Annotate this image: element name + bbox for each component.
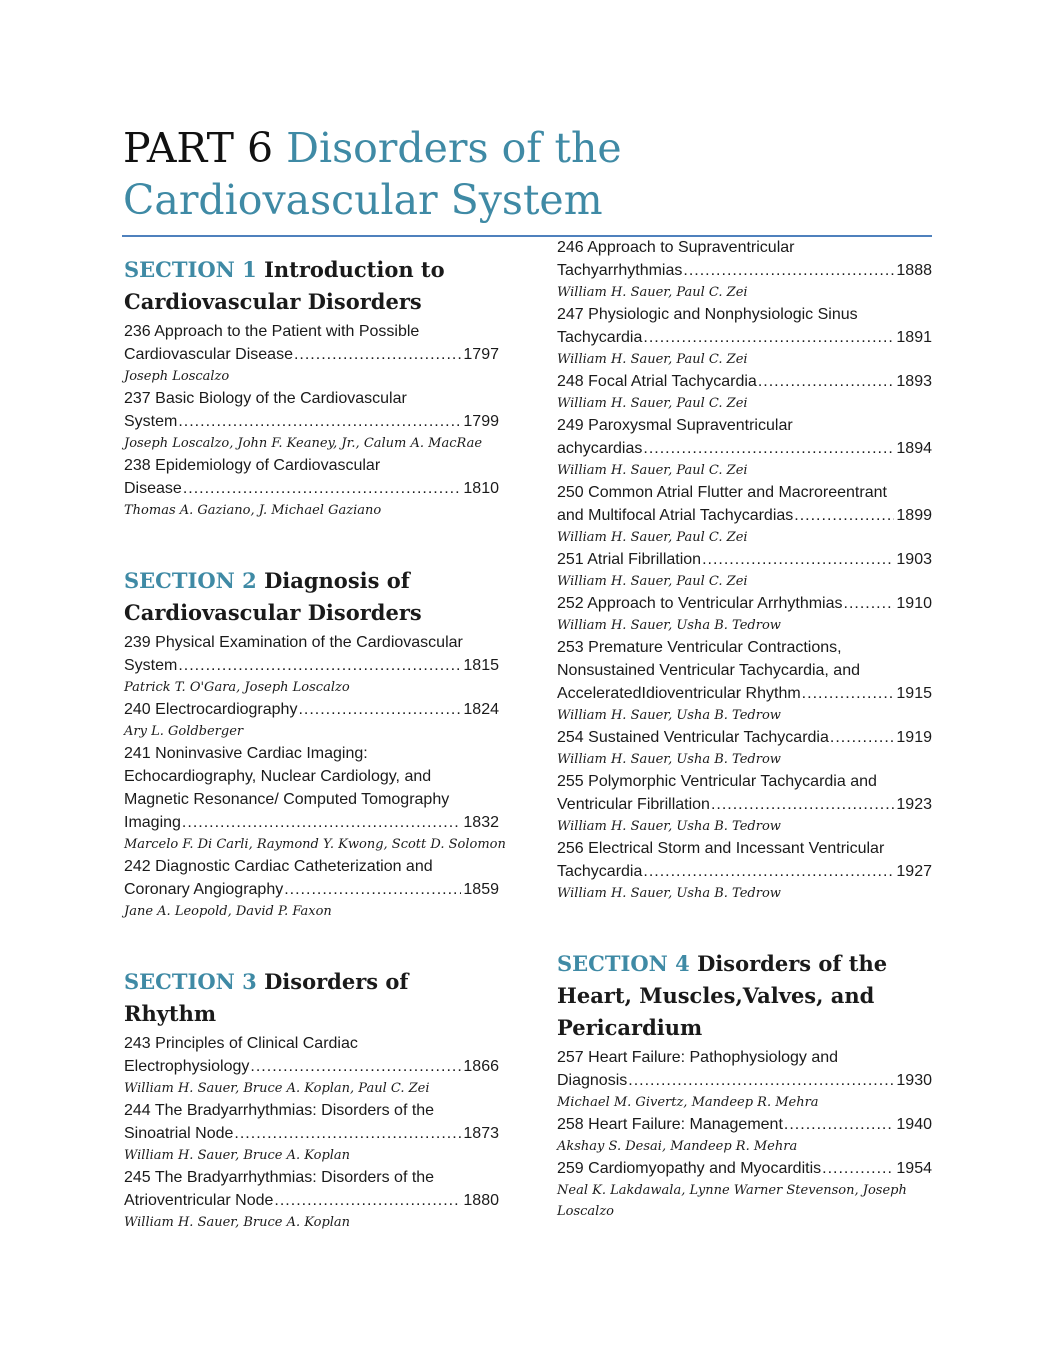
section-gap [557,904,932,948]
entry-leader-line: Imaging ..... 1832 [124,811,499,834]
entry-title: Nonsustained Ventricular Tachycardia, and [557,662,860,679]
left-column [124,236,506,1233]
entry-authors: Michael M. Givertz, Mandeep R. Mehra [557,1095,819,1110]
dot-leader [794,504,894,527]
toc-entry-244[interactable] [124,1099,499,1166]
dot-leader [250,1055,461,1078]
dot-leader [844,592,895,615]
entry-authors: William H. Sauer, Usha B. Tedrow [557,618,781,633]
section-4 [557,948,932,1222]
toc-entry-237[interactable] [124,387,499,454]
entry-leader-line: 252 Approach to Ventricular Arrhythmias ..... 1910 [557,592,932,615]
entry-leader-line: achycardias ..... 1894 [557,437,932,460]
toc-entry-254[interactable] [557,726,932,770]
entry-title: Magnetic Resonance/ Computed Tomography [124,791,450,808]
entry-title: 257 Heart Failure: Pathophysiology and [557,1049,839,1066]
dot-leader [711,793,894,816]
toc-entry-249[interactable] [557,414,932,481]
dot-leader [234,1122,461,1145]
entry-authors: Thomas A. Gaziano, J. Michael Gaziano [124,503,382,518]
toc-entry-238[interactable] [124,454,499,521]
entry-authors: William H. Sauer, Usha B. Tedrow [557,752,781,767]
dot-leader [182,811,461,834]
page-number: 1954 [896,1160,932,1177]
dot-leader [274,1189,461,1212]
page-number: 1903 [896,551,932,568]
section-3 [124,966,499,1233]
entry-title: 253 Premature Ventricular Contractions, [557,639,842,656]
page-number: 1899 [896,507,932,524]
page-number: 1810 [463,480,499,497]
section-2-heading: SECTION 2 Diagnosis of Cardiovascular Disorders [124,568,422,625]
toc-entry-253[interactable] [557,636,932,726]
entry-leader-line: System ..... 1815 [124,654,499,677]
entry-title: 243 Principles of Clinical Cardiac [124,1035,358,1052]
page-number: 1799 [463,413,499,430]
toc-entry-255[interactable] [557,770,932,837]
entry-title: Echocardiography, Nuclear Cardiology, and [124,768,432,785]
entry-authors: William H. Sauer, Usha B. Tedrow [557,708,781,723]
page-number: 1859 [463,881,499,898]
dot-leader [643,437,894,460]
page-number: 1888 [896,262,932,279]
toc-entry-243[interactable] [124,1032,499,1099]
entry-title: 237 Basic Biology of the Cardiovascular [124,390,407,407]
entry-authors: William H. Sauer, Bruce A. Koplan [124,1148,351,1163]
dot-leader [178,654,461,677]
entry-title: 242 Diagnostic Cardiac Catheterization and [124,858,433,875]
entry-leader-line: and Multifocal Atrial Tachycardias ..... 1899 [557,504,932,527]
toc-entry-250[interactable] [557,481,932,548]
dot-leader [683,259,894,282]
entry-authors: William H. Sauer, Usha B. Tedrow [557,886,781,901]
entry-title: 236 Approach to the Patient with Possible [124,323,420,340]
entry-authors: William H. Sauer, Paul C. Zei [557,285,748,300]
entry-title: 249 Paroxysmal Supraventricular [557,417,793,434]
entry-leader-line: Electrophysiology ..... 1866 [124,1055,499,1078]
dot-leader [183,477,462,500]
entry-title: 250 Common Atrial Flutter and Macroreentrant [557,484,887,501]
entry-leader-line: 240 Electrocardiography ..... 1824 [124,698,499,721]
section-label: SECTION 1 [124,257,257,282]
section-gap [124,521,499,565]
dot-leader [643,326,894,349]
page-number: 1815 [463,657,499,674]
dot-leader [643,860,894,883]
page-number: 1927 [896,863,932,880]
entry-authors: Joseph Loscalzo [124,369,230,384]
entry-title: 246 Approach to Supraventricular [557,239,795,256]
entry-leader-line: 258 Heart Failure: Management ..... 1940 [557,1113,932,1136]
toc-entry-246[interactable] [557,236,932,303]
page-number: 1797 [463,346,499,363]
page-number: 1910 [896,595,932,612]
entry-authors: Loscalzo [557,1204,614,1219]
entry-title: 241 Noninvasive Cardiac Imaging: [124,745,368,762]
toc-entry-241[interactable] [124,742,506,855]
page-number: 1919 [896,729,932,746]
toc-entry-259[interactable] [557,1157,932,1222]
entry-authors: William H. Sauer, Usha B. Tedrow [557,819,781,834]
entry-leader-line: System ..... 1799 [124,410,499,433]
entry-leader-line: Coronary Angiography ..... 1859 [124,878,499,901]
page-number: 1915 [896,685,932,702]
entry-authors: Patrick T. O'Gara, Joseph Loscalzo [124,680,350,695]
entry-authors: William H. Sauer, Bruce A. Koplan, Paul C. Zei [124,1081,430,1096]
toc-entry-245[interactable] [124,1166,499,1233]
entry-authors: William H. Sauer, Paul C. Zei [557,396,748,411]
entry-authors: Marcelo F. Di Carli, Raymond Y. Kwong, Scott D. Solomon [124,837,506,852]
entry-leader-line: Tachyarrhythmias ..... 1888 [557,259,932,282]
toc-entry-236[interactable] [124,320,499,387]
section-3-continued [557,236,932,904]
entry-title: 245 The Bradyarrhythmias: Disorders of the [124,1169,435,1186]
section-label: SECTION 3 [124,969,257,994]
toc-entry-251[interactable] [557,548,932,592]
entry-title: 244 The Bradyarrhythmias: Disorders of the [124,1102,435,1119]
page-title [123,122,943,226]
page-number: 1893 [896,373,932,390]
page-number: 1880 [463,1192,499,1209]
entry-leader-line: Diagnosis ..... 1930 [557,1069,932,1092]
toc-entry-242[interactable] [124,855,499,922]
entry-leader-line: Ventricular Fibrillation ..... 1923 [557,793,932,816]
section-1-heading: SECTION 1 Introduction to Cardiovascular Disorders [124,257,445,314]
dot-leader [178,410,461,433]
page-number: 1873 [463,1125,499,1142]
entry-title: 238 Epidemiology of Cardiovascular [124,457,381,474]
dot-leader [822,1157,894,1180]
entry-leader-line: AcceleratedIdioventricular Rhythm ..... 1915 [557,682,932,705]
toc-entry-257[interactable] [557,1046,932,1113]
dot-leader [284,878,461,901]
entry-leader-line: Sinoatrial Node ..... 1873 [124,1122,499,1145]
section-gap [124,922,499,966]
page-number: 1866 [463,1058,499,1075]
toc-entry-247[interactable] [557,303,932,370]
page-number: 1923 [896,796,932,813]
entry-authors: William H. Sauer, Paul C. Zei [557,530,748,545]
entry-authors: Ary L. Goldberger [124,724,244,739]
part-topic: Disorders of the Cardiovascular System [123,124,622,224]
dot-leader [830,726,895,749]
entry-leader-line: Atrioventricular Node ..... 1880 [124,1189,499,1212]
dot-leader [294,343,461,366]
entry-title: 239 Physical Examination of the Cardiovascular [124,634,463,651]
entry-title: 247 Physiologic and Nonphysiologic Sinus [557,306,858,323]
entry-leader-line: 248 Focal Atrial Tachycardia ..... 1893 [557,370,932,393]
section-4-heading: SECTION 4 Disorders of the Heart, Muscles,Valves, and Pericardium [557,951,888,1040]
dot-leader [298,698,461,721]
toc-entry-256[interactable] [557,837,932,904]
page-number: 1832 [463,814,499,831]
entry-authors: William H. Sauer, Paul C. Zei [557,463,748,478]
toc-entry-258[interactable] [557,1113,932,1157]
page-number: 1940 [896,1116,932,1133]
entry-authors: Joseph Loscalzo, John F. Keaney, Jr., Calum A. MacRae [124,436,483,451]
section-3-heading: SECTION 3 Disorders of Rhythm [124,969,409,1026]
toc-entry-252[interactable] [557,592,932,636]
entry-leader-line: Cardiovascular Disease ..... 1797 [124,343,499,366]
entry-authors: Jane A. Leopold, David P. Faxon [124,904,332,919]
dot-leader [702,548,894,571]
dot-leader [758,370,895,393]
dot-leader [628,1069,894,1092]
entry-leader-line: 254 Sustained Ventricular Tachycardia ..... 1919 [557,726,932,749]
entry-leader-line: 259 Cardiomyopathy and Myocarditis ..... 1954 [557,1157,932,1180]
entry-authors: William H. Sauer, Paul C. Zei [557,574,748,589]
page-number: 1930 [896,1072,932,1089]
entry-leader-line: Tachycardia ..... 1891 [557,326,932,349]
entry-authors: William H. Sauer, Bruce A. Koplan [124,1215,351,1230]
dot-leader [784,1113,895,1136]
toc-entry-248[interactable] [557,370,932,414]
entry-authors: Neal K. Lakdawala, Lynne Warner Stevenson, Joseph [557,1183,907,1198]
page-number: 1891 [896,329,932,346]
toc-entry-240[interactable] [124,698,499,742]
part-label: PART 6 [123,124,274,172]
page-number: 1824 [463,701,499,718]
section-2 [124,565,506,922]
entry-title: 256 Electrical Storm and Incessant Ventricular [557,840,885,857]
entry-leader-line: Disease ..... 1810 [124,477,499,500]
section-label: SECTION 2 [124,568,257,593]
section-1 [124,254,499,521]
entry-authors: Akshay S. Desai, Mandeep R. Mehra [557,1139,798,1154]
dot-leader [802,682,895,705]
entry-leader-line: Tachycardia ..... 1927 [557,860,932,883]
page-number: 1894 [896,440,932,457]
entry-authors: William H. Sauer, Paul C. Zei [557,352,748,367]
toc-entry-239[interactable] [124,631,499,698]
entry-title: 255 Polymorphic Ventricular Tachycardia and [557,773,877,790]
right-column [557,236,932,1222]
section-label: SECTION 4 [557,951,690,976]
entry-leader-line: 251 Atrial Fibrillation ..... 1903 [557,548,932,571]
